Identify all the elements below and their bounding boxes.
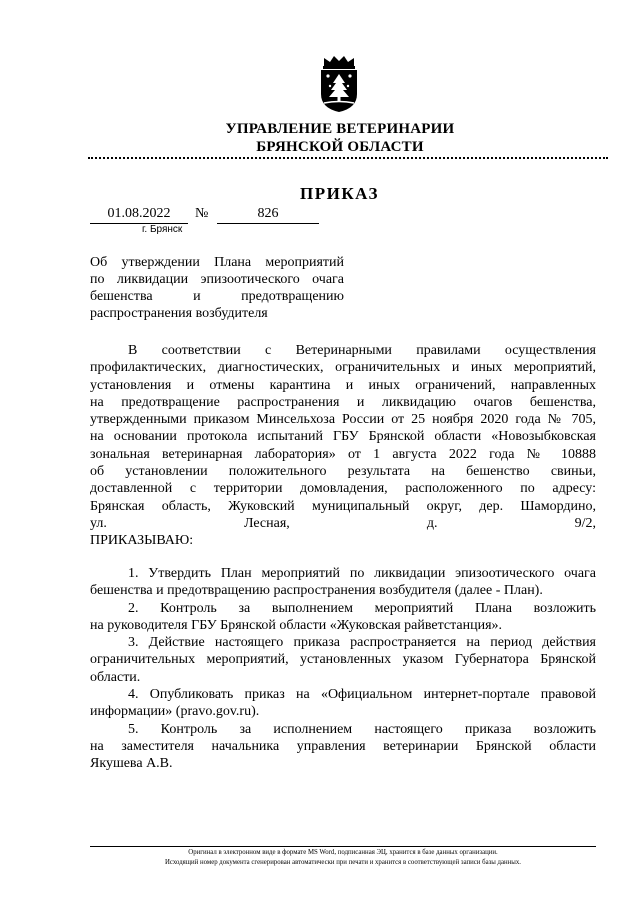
order-item-line: на заместителя начальника управления ветеринарии Брянской области xyxy=(90,738,596,754)
preamble-line: Брянская область, Жуковский муниципальный округ, дер. Шамордино, xyxy=(90,498,596,514)
order-item xyxy=(90,686,596,721)
preamble-line: В соответствии с Ветеринарными правилами осуществления xyxy=(128,343,596,358)
preamble-line: утвержденными приказом Минсельхоза России от 25 ноября 2020 года № 705, xyxy=(90,412,596,428)
subject-line: распространения возбудителя xyxy=(90,306,268,321)
org-line-2: БРЯНСКОЙ ОБЛАСТИ xyxy=(256,139,424,155)
footer-divider xyxy=(90,846,596,847)
preamble-line: установления и отмены карантина и иных ограничений, направленных xyxy=(90,377,596,393)
order-item-line: 1. Утвердить План мероприятий по ликвидации эпизоотического очага xyxy=(128,566,596,581)
order-item-line: 4. Опубликовать приказ на «Официальном интернет-портале правовой xyxy=(128,687,596,703)
order-items xyxy=(90,565,596,773)
decree-word: ПРИКАЗЫВАЮ: xyxy=(90,533,194,549)
document-number: 826 xyxy=(217,205,319,224)
order-item xyxy=(90,565,596,600)
footer-line: Оригинал в электронном виде в формате MS Word, подписанная ЭЦ, хранится в базе данных организации. xyxy=(188,849,498,856)
document-footer xyxy=(90,848,596,868)
order-item-line: на руководителя ГБУ Брянской области «Жуковская райветстанция». xyxy=(90,617,503,633)
order-item-line: области. xyxy=(90,669,141,685)
order-item xyxy=(90,600,596,635)
organization-name xyxy=(200,120,480,156)
number-sign: № xyxy=(195,206,209,221)
footer-line: Исходящий номер документа сгенерирован автоматически при печати и хранится в соответствующей записи базы данных. xyxy=(165,859,521,866)
preamble-line: доставленной с территории домовладения, расположенного по адресу: xyxy=(90,481,596,497)
document-title: ПРИКАЗ xyxy=(300,184,379,203)
preamble-line: профилактических, диагностических, ограничительных и иных мероприятий, xyxy=(90,360,596,376)
org-line-1: УПРАВЛЕНИЕ ВЕТЕРИНАРИИ xyxy=(225,121,455,137)
preamble-line: об установлении положительного результата на бешенство свиньи, xyxy=(90,464,596,480)
order-item-line: 3. Действие настоящего приказа распространяется на период действия xyxy=(128,635,596,651)
order-item xyxy=(90,721,596,773)
order-item-line: 2. Контроль за выполнением мероприятий Плана возложить xyxy=(128,600,596,616)
order-item-line: информации» (pravo.gov.ru). xyxy=(90,704,260,720)
document-subject xyxy=(90,254,344,322)
order-item-line: бешенства и предотвращению распространения возбудителя (далее - План). xyxy=(90,583,543,599)
subject-line: по ликвидации эпизоотического очага xyxy=(90,272,344,287)
order-item-line: ограничительных мероприятий, установленных указом Губернатора Брянской xyxy=(90,652,596,668)
header-divider xyxy=(88,157,608,159)
preamble-line: ул. Лесная, д. 9/2, xyxy=(90,515,596,531)
order-item-line: Якушева А.В. xyxy=(90,756,173,772)
preamble-line: зональная ветеринарная лаборатория» от 1 августа 2022 года № 10888 xyxy=(90,446,596,462)
preamble-line: на основании протокола испытаний ГБУ Брянской области «Новозыбковская xyxy=(90,429,596,445)
document-city: г. Брянск xyxy=(142,224,183,235)
order-item xyxy=(90,634,596,686)
subject-line: бешенства и предотвращению xyxy=(90,289,344,304)
bryansk-coat-of-arms-icon xyxy=(316,54,362,114)
preamble xyxy=(90,342,596,550)
subject-line: Об утверждении Плана мероприятий xyxy=(90,255,344,270)
document-date: 01.08.2022 xyxy=(90,205,188,224)
preamble-line: на предотвращение распространения и ликвидацию очагов бешенства, xyxy=(90,394,596,410)
order-item-line: 5. Контроль за исполнением настоящего приказа возложить xyxy=(128,721,596,737)
